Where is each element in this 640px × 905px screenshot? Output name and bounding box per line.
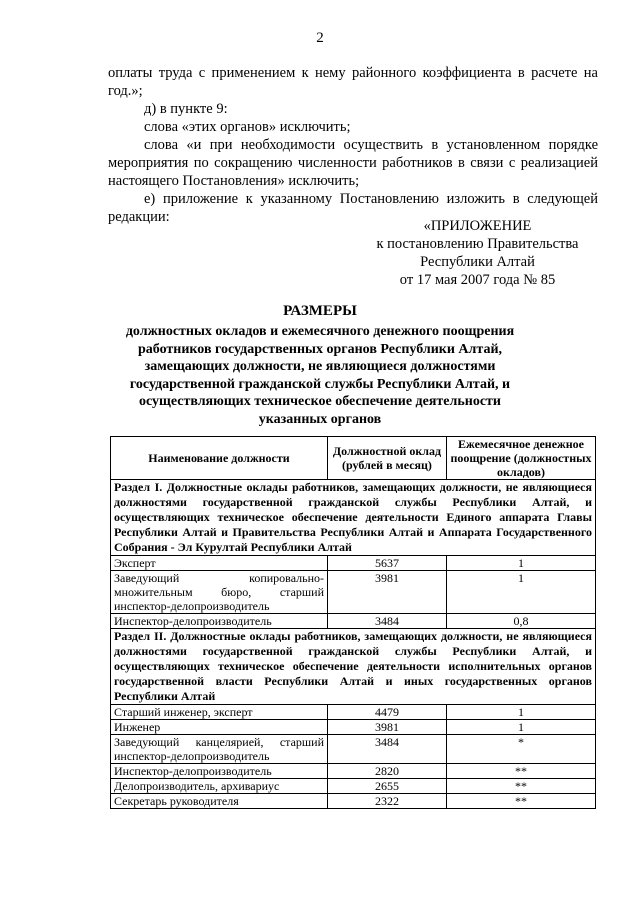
bonus-value: 1 bbox=[447, 556, 596, 571]
page-number: 2 bbox=[316, 30, 324, 46]
bonus-value: 1 bbox=[447, 720, 596, 735]
salary-value: 2655 bbox=[328, 779, 447, 794]
paragraph-words-exclude-2: слова «и при необходимости осуществить в установленном порядке мероприятия по сокращению численности работников в связи с реализацией настоящего Постановления» исключить; bbox=[108, 137, 598, 189]
appendix-title: «ПРИЛОЖЕНИЕ bbox=[423, 218, 532, 234]
table-row bbox=[111, 720, 596, 735]
appendix-line-1: к постановлению Правительства bbox=[376, 236, 579, 252]
appendix-line-2: Республики Алтай bbox=[420, 254, 535, 270]
salary-value: 2820 bbox=[328, 764, 447, 779]
table-row bbox=[111, 705, 596, 720]
section-row bbox=[111, 629, 596, 705]
position-name: Старший инженер, эксперт bbox=[111, 705, 328, 720]
salary-value: 3981 bbox=[328, 720, 447, 735]
header-bonus: Ежемесячное денежное поощрение (должностных окладов) bbox=[447, 437, 596, 480]
paragraph-item-e: е) приложение к указанному Постановлению изложить в следующей редакции: bbox=[108, 191, 598, 225]
paragraph-continuation: оплаты труда с применением к нему районного коэффициента в расчете на год.»; bbox=[108, 65, 598, 99]
table-header-row bbox=[111, 437, 596, 480]
position-name: Инженер bbox=[111, 720, 328, 735]
position-name: Инспектор-делопроизводитель bbox=[111, 614, 328, 629]
header-position: Наименование должности bbox=[111, 437, 328, 480]
bonus-value: ** bbox=[447, 779, 596, 794]
position-name: Инспектор-делопроизводитель bbox=[111, 764, 328, 779]
section-1-heading: Раздел I. Должностные оклады работников, замещающих должности, не являющиеся должностями государственной гражданской службы Республики Алтай, и осуществляющих техническое обеспечение деятельности Единого аппарата Главы Республики Алтай и Правительства Республики Алтай и Аппарата Государственного Собрания - Эл Курултай Республики Алтай bbox=[111, 480, 596, 556]
sizes-title: РАЗМЕРЫ bbox=[283, 303, 357, 319]
table-row bbox=[111, 571, 596, 614]
section-2-heading: Раздел II. Должностные оклады работников, замещающих должности, не являющиеся должностями государственной гражданской службы Республики Алтай, и осуществляющих техническое обеспечение деятельности исполнительных органов государственной власти Республики Алтай и иных государственных органов Республики Алтай bbox=[111, 629, 596, 705]
position-name: Заведующий канцелярией, старший инспектор-делопроизводитель bbox=[111, 735, 328, 764]
table-row bbox=[111, 794, 596, 809]
salary-value: 3484 bbox=[328, 735, 447, 764]
body-text bbox=[108, 64, 598, 226]
table-row bbox=[111, 779, 596, 794]
bonus-value: 1 bbox=[447, 705, 596, 720]
table-row bbox=[111, 614, 596, 629]
appendix-line-3: от 17 мая 2007 года № 85 bbox=[399, 272, 556, 288]
paragraph-item-d: д) в пункте 9: bbox=[144, 101, 228, 117]
salary-table bbox=[110, 436, 596, 809]
sizes-subtitle: должностных окладов и ежемесячного денежного поощрения работников государственных органов Республики Алтай, замещающих должности, не являющиеся должностями государственной гражданской службы Республики Алтай, и осуществляющих техническое обеспечение деятельности указанных органов bbox=[125, 324, 515, 427]
salary-value: 4479 bbox=[328, 705, 447, 720]
header-salary: Должностной оклад (рублей в месяц) bbox=[328, 437, 447, 480]
bonus-value: ** bbox=[447, 794, 596, 809]
salary-value: 5637 bbox=[328, 556, 447, 571]
table-row bbox=[111, 556, 596, 571]
salary-value: 3484 bbox=[328, 614, 447, 629]
table-row bbox=[111, 764, 596, 779]
bonus-value: 1 bbox=[447, 571, 596, 614]
section-row bbox=[111, 480, 596, 556]
position-name: Секретарь руководителя bbox=[111, 794, 328, 809]
table-row bbox=[111, 735, 596, 764]
bonus-value: ** bbox=[447, 764, 596, 779]
appendix-header bbox=[360, 217, 595, 289]
paragraph-words-exclude: слова «этих органов» исключить; bbox=[144, 119, 351, 135]
position-name: Заведующий копировально-множительным бюро, старший инспектор-делопроизводитель bbox=[111, 571, 328, 614]
salary-value: 2322 bbox=[328, 794, 447, 809]
bonus-value: 0,8 bbox=[447, 614, 596, 629]
position-name: Эксперт bbox=[111, 556, 328, 571]
salary-value: 3981 bbox=[328, 571, 447, 614]
position-name: Делопроизводитель, архивариус bbox=[111, 779, 328, 794]
bonus-value: * bbox=[447, 735, 596, 764]
